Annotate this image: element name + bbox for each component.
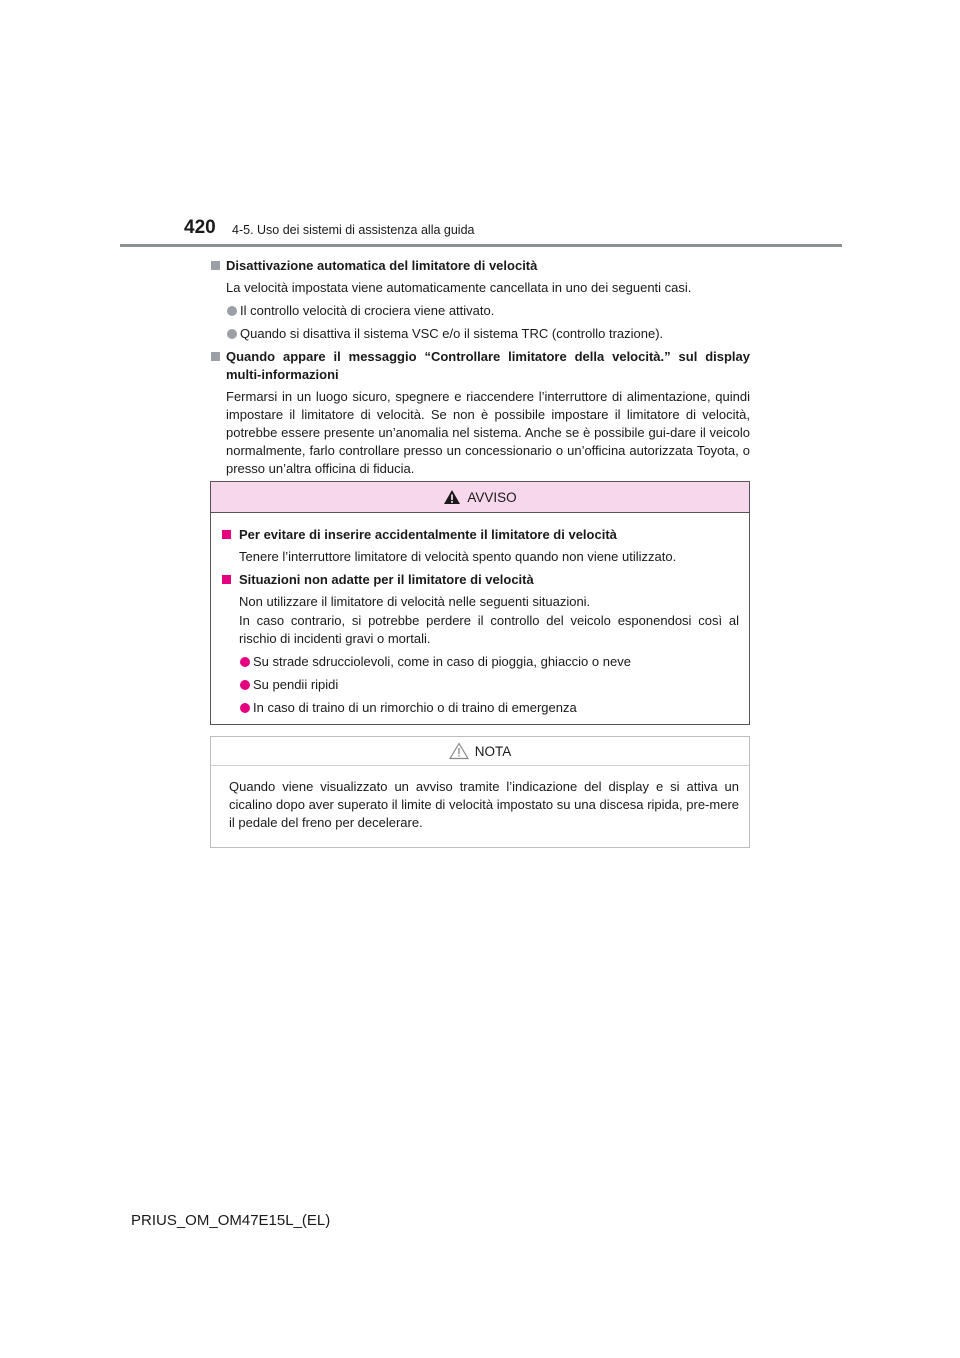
paragraph: Non utilizzare il limitatore di velocità nelle seguenti situazioni. [239, 594, 591, 609]
square-bullet-icon [211, 261, 220, 270]
note-box-title: NOTA [474, 743, 512, 759]
page-number: 420 [184, 217, 216, 238]
list-item [221, 699, 739, 717]
paragraph: Tenere l’interruttore limitatore di velocità spento quando non viene utilizzato. [239, 549, 677, 564]
list-item-text: In caso di traino di un rimorchio o di traino di emergenza [253, 700, 577, 715]
warning-box-header [211, 482, 749, 513]
square-bullet-icon [222, 530, 231, 539]
list-item-text: Su pendii ripidi [253, 677, 339, 692]
note-box [210, 736, 750, 848]
heading-text: Quando appare il messaggio “Controllare limitatore della velocità.” sul display multi-informazioni [226, 349, 750, 382]
round-bullet-icon [240, 703, 250, 713]
list-item [210, 325, 750, 343]
note-box-header [211, 737, 749, 766]
list-item-text: Su strade sdrucciolevoli, come in caso di pioggia, ghiaccio o neve [253, 654, 631, 669]
square-bullet-icon [222, 575, 231, 584]
warning-heading-2 [221, 571, 739, 589]
header-rule [120, 244, 842, 247]
round-bullet-icon [240, 680, 250, 690]
paragraph: La velocità impostata viene automaticamente cancellata in uno dei seguenti casi. [226, 280, 692, 295]
list-item [210, 302, 750, 320]
list-item [221, 676, 739, 694]
warning-triangle-icon [443, 489, 461, 505]
warning-box-body [211, 513, 749, 717]
round-bullet-icon [227, 306, 237, 316]
warning-heading-1 [221, 526, 739, 544]
note-text: Quando viene visualizzato un avviso tramite l’indicazione del display e si attiva un cicalino dopo aver superato il limite di velocità impostato su una discesa ripida, pre-mere il pedale del freno per decelerare. [229, 779, 739, 830]
round-bullet-icon [240, 657, 250, 667]
paragraph: Fermarsi in un luogo sicuro, spegnere e riaccendere l’interruttore di alimentazione, quindi impostare il limitatore di velocità. Se non è possibile impostare il limitatore di velocità, potrebbe essere presente un’anomalia nel sistema. Anche se è possibile gui-dare il veicolo normalmente, farlo controllare presso un concessionario o un’officina autorizzata Toyota, o presso un’altra officina di fiducia. [226, 389, 750, 476]
list-item-text: Il controllo velocità di crociera viene attivato. [240, 303, 495, 318]
round-bullet-icon [227, 329, 237, 339]
square-bullet-icon [211, 352, 220, 361]
heading-text: Per evitare di inserire accidentalmente il limitatore di velocità [239, 527, 617, 542]
warning-box-title: AVVISO [467, 489, 517, 505]
heading-auto-off [210, 257, 750, 275]
heading-message [210, 348, 750, 384]
warning-box [210, 481, 750, 725]
section-title: 4-5. Uso dei sistemi di assistenza alla guida [232, 223, 475, 237]
caution-triangle-icon [449, 742, 469, 760]
heading-text: Situazioni non adatte per il limitatore di velocità [239, 572, 534, 587]
paragraph: In caso contrario, si potrebbe perdere il controllo del veicolo esponendosi così al rischio di incidenti gravi o mortali. [239, 613, 739, 646]
heading-text: Disattivazione automatica del limitatore di velocità [226, 258, 538, 273]
list-item [221, 653, 739, 671]
list-item-text: Quando si disattiva il sistema VSC e/o il sistema TRC (controllo trazione). [240, 326, 664, 341]
main-content [210, 254, 750, 478]
footer-code: PRIUS_OM_OM47E15L_(EL) [131, 1212, 331, 1229]
